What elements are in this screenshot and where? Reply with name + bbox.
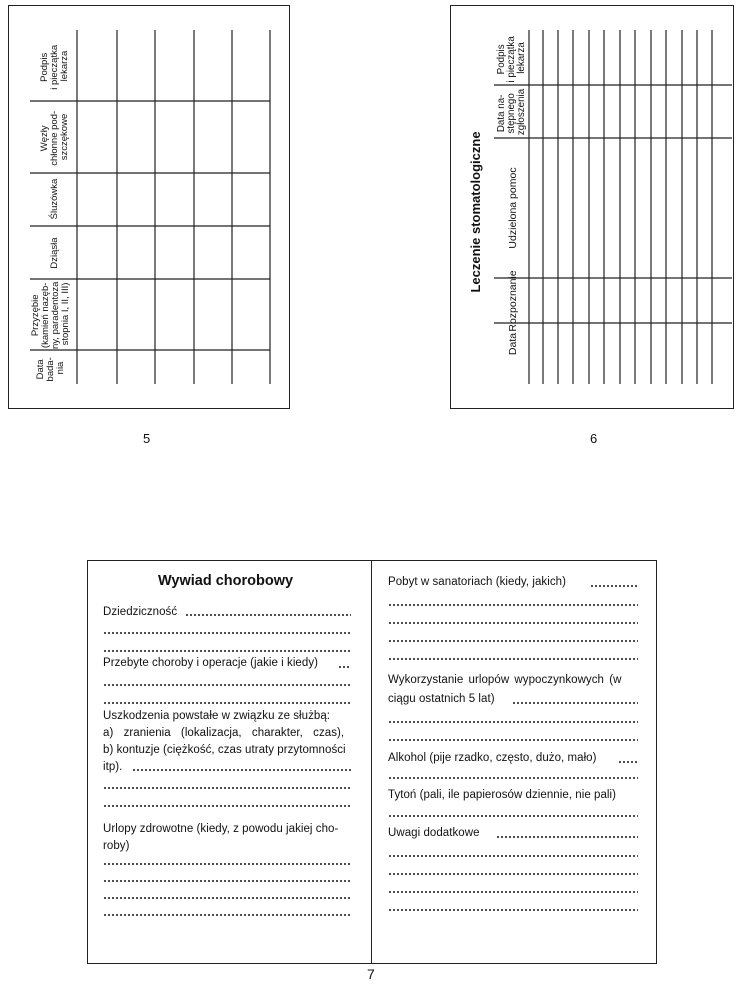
dotted-line — [388, 617, 638, 625]
injuries-b-end: itp). — [103, 761, 123, 773]
hereditary-label: Dziedziczność — [103, 606, 178, 618]
injuries-intro: Uszkodzenia powstałe w związku ze służbą: — [103, 710, 331, 722]
sanatorium-label: Pobyt w sanatoriach (kiedy, jakich) — [388, 576, 566, 588]
vacation-2: ciągu ostatnich 5 lat) — [388, 693, 495, 705]
dotted-line — [618, 756, 638, 764]
alcohol-label: Alkohol (pije rzadko, często, dużo, mało) — [388, 752, 597, 764]
dotted-line — [388, 904, 638, 912]
dotted-line — [185, 609, 351, 617]
p6-header-diagnosis: Rozpoznanie — [507, 270, 519, 332]
dotted-line — [512, 697, 638, 705]
dotted-line — [388, 868, 638, 876]
p5-header-date: Data bada- nia — [35, 357, 66, 382]
page5-table — [0, 0, 300, 420]
dotted-line — [388, 810, 638, 818]
page7-divider — [371, 560, 372, 964]
remarks-label: Uwagi dodatkowe — [388, 827, 480, 839]
dotted-line — [388, 886, 638, 894]
dotted-line — [388, 635, 638, 643]
p5-header-signature: Podpis i pieczątka lekarza — [39, 44, 70, 90]
dotted-line — [590, 580, 638, 588]
dotted-line — [388, 772, 638, 780]
dotted-line — [103, 800, 351, 808]
sick-leave-1: Urlopy zdrowotne (kiedy, z powodu jakiej cho- — [103, 823, 339, 835]
dotted-line — [103, 679, 351, 687]
dotted-line — [388, 734, 638, 742]
page7-title: Wywiad chorobowy — [158, 573, 294, 589]
dotted-line — [388, 599, 638, 607]
dotted-line — [388, 850, 638, 858]
page6-number: 6 — [590, 431, 598, 446]
p5-header-mucosa: Śluzówka — [49, 178, 60, 220]
injuries-a: a) zranienia (lokalizacja, charakter, czas), — [103, 727, 345, 739]
p6-header-date: Data — [507, 332, 519, 356]
dotted-line — [103, 627, 351, 635]
dotted-line — [132, 764, 351, 772]
dotted-line — [103, 875, 351, 883]
page7-number: 7 — [367, 966, 375, 982]
tobacco-label: Tytoń (pali, ile papierosów dziennie, nie pali) — [388, 789, 617, 801]
p6-title: Leczenie stomatologiczne — [468, 131, 483, 293]
dotted-line — [103, 892, 351, 900]
dotted-line — [103, 645, 351, 653]
dotted-line — [103, 909, 351, 917]
dotted-line — [496, 831, 638, 839]
injuries-b: b) kontuzje (ciężkość, czas utraty przytomności — [103, 744, 346, 756]
dotted-line — [103, 782, 351, 790]
page6-table — [440, 0, 742, 420]
p6-header-signature: Podpis i pieczątka lekarza — [496, 36, 527, 83]
dotted-line — [388, 716, 638, 724]
sick-leave-2: roby) — [103, 840, 130, 852]
dotted-line — [103, 858, 351, 866]
dotted-line — [388, 653, 638, 661]
dotted-line — [103, 697, 351, 705]
page5-number: 5 — [143, 431, 151, 446]
p5-header-periodontium: Przyzębie (kamień nazęb- ny, paradentoza stopnia I, II, III) — [30, 281, 71, 350]
dotted-line — [338, 661, 351, 669]
p5-header-lymph: Węzły chłonne pod- szczękowe — [39, 110, 70, 166]
p5-header-gums: Dziąsła — [49, 237, 60, 269]
p6-header-next-visit: Data na- stępnego zgłoszenia — [496, 88, 527, 136]
vacation-1: Wykorzystanie urlopów wypoczynkowych (w — [388, 674, 622, 686]
p6-header-treatment: Udzielona pomoc — [507, 167, 519, 249]
past-diseases-label: Przebyte choroby i operacje (jakie i kiedy) — [103, 657, 318, 669]
